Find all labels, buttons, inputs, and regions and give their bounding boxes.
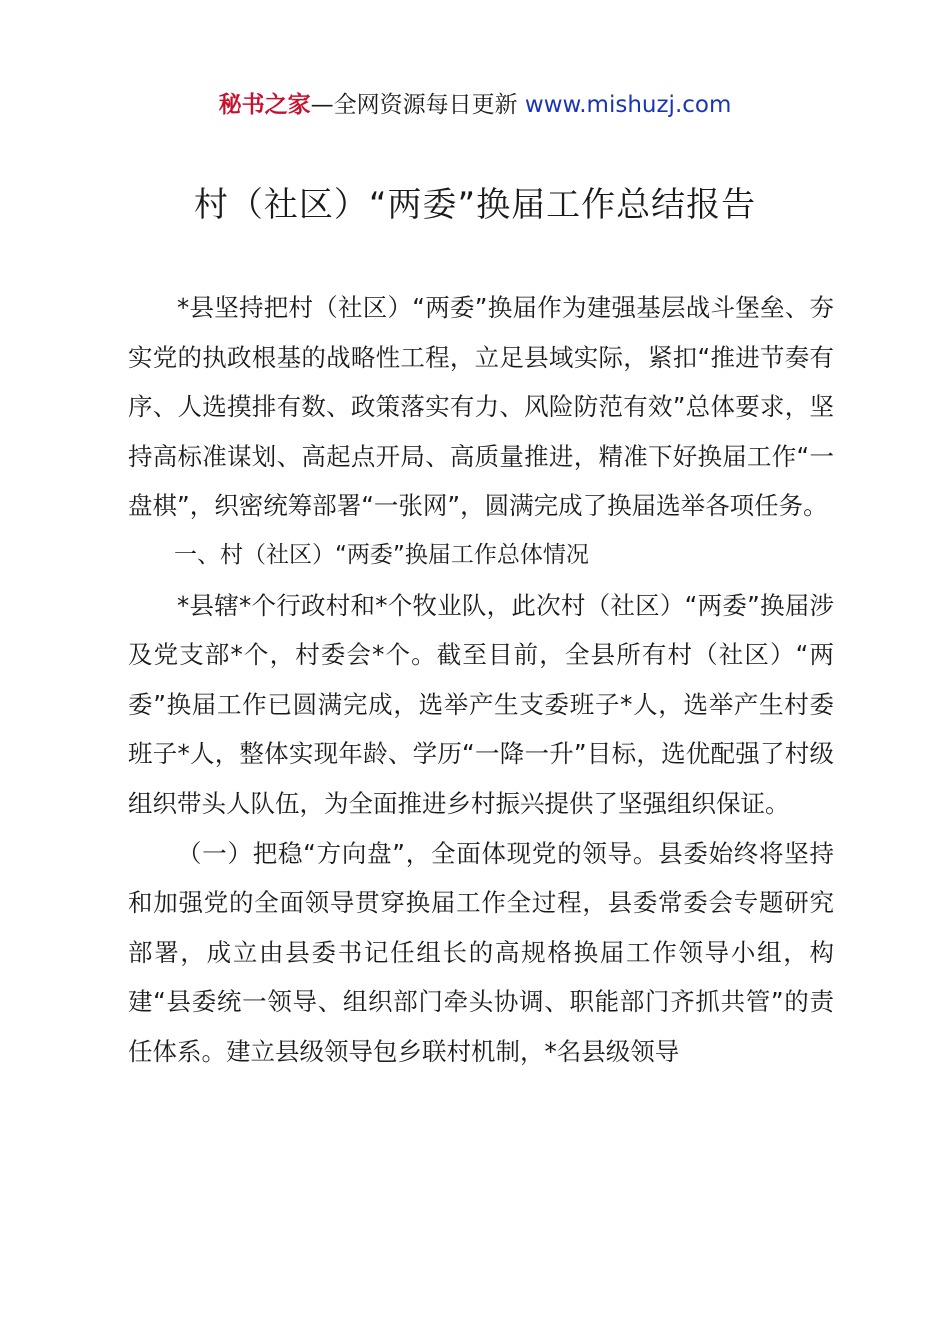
intro-paragraph: *县坚持把村（社区）“两委”换届作为建强基层战斗堡垒、夯实党的执政根基的战略性工程，立足县域实际，紧扣“推进节奏有序、人选摸排有数、政策落实有力、风险防范有效”总体要求，坚持高标准谋划、高起点开局、高质量推进，精准下好换届工作“一盘棋”，织密统筹部署“一张网”，圆满完成了换届选举各项任务。	[128, 293, 834, 521]
site-url[interactable]: www.mishuzj.com	[524, 92, 732, 118]
site-tagline: —全网资源每日更新	[310, 92, 518, 118]
site-brand: 秘书之家	[218, 92, 311, 118]
section-heading: 一、村（社区）“两委”换届工作总体情况	[174, 541, 589, 568]
document-body	[128, 283, 834, 1077]
document-title: 村（社区）“两委”换届工作总结报告	[193, 185, 757, 225]
site-header	[0, 88, 950, 122]
overview-paragraph: *县辖*个行政村和*个牧业队，此次村（社区）“两委”换届涉及党支部*个，村委会*个。截至目前，全县所有村（社区）“两委”换届工作已圆满完成，选举产生支委班子*人，选举产生村委班子*人，整体实现年龄、学历“一降一升”目标，选优配强了村级组织带头人队伍，为全面推进乡村振兴提供了坚强组织保证。	[128, 590, 834, 818]
subsection-paragraph: （一）把稳“方向盘”，全面体现党的领导。县委始终将坚持和加强党的全面领导贯穿换届工作全过程，县委常委会专题研究部署，成立由县委书记任组长的高规格换届工作领导小组，构建“县委统一领导、组织部门牵头协调、职能部门齐抓共管”的责任体系。建立县级领导包乡联村机制，*名县级领导	[128, 838, 834, 1066]
